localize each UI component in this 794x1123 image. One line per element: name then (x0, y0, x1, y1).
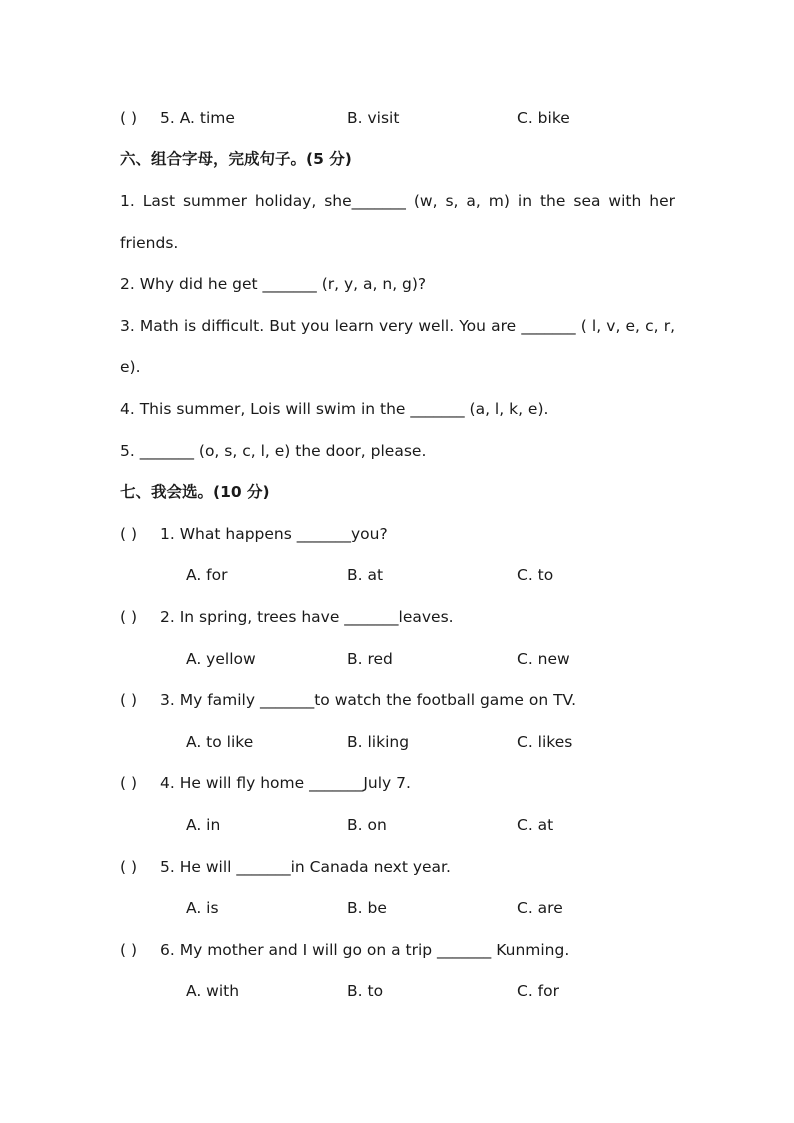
option-b: B. red (347, 650, 393, 668)
sentence-3-line-1: 3. Math is difficult. But you learn very well. You are _______ ( l, v, e, c, r, (120, 317, 675, 335)
option-c: C. new (517, 650, 570, 668)
answer-bracket: ( ) (120, 525, 138, 543)
sentence-1-line-2: friends. (120, 234, 179, 252)
option-b: B. on (347, 816, 387, 834)
answer-bracket: ( ) (120, 774, 138, 792)
sentence-3-line-2: e). (120, 358, 141, 376)
option-a: A. for (186, 566, 228, 584)
option-c: C. likes (517, 733, 573, 751)
sentence-2: 2. Why did he get _______ (r, y, a, n, g)? (120, 275, 427, 293)
option-c: C. bike (517, 109, 570, 127)
option-b: B. visit (347, 109, 400, 127)
question-stem: 3. My family _______to watch the football game on TV. (160, 691, 577, 709)
option-a: A. is (186, 899, 219, 917)
answer-bracket: ( ) (120, 109, 138, 127)
option-a: A. yellow (186, 650, 256, 668)
sentence-4: 4. This summer, Lois will swim in the _______ (a, l, k, e). (120, 400, 549, 418)
question-stem: 6. My mother and I will go on a trip _______ Kunming. (160, 941, 570, 959)
section-heading: 六、组合字母，完成句子。(5 分) (120, 150, 352, 168)
question-stem: 2. In spring, trees have _______leaves. (160, 608, 454, 626)
question-stem: 5. A. time (160, 109, 235, 127)
option-b: B. at (347, 566, 384, 584)
question-stem: 5. He will _______in Canada next year. (160, 858, 451, 876)
option-c: C. at (517, 816, 554, 834)
question-stem: 4. He will fly home _______July 7. (160, 774, 411, 792)
option-c: C. for (517, 982, 559, 1000)
option-c: C. to (517, 566, 554, 584)
option-b: B. to (347, 982, 384, 1000)
question-stem: 1. What happens _______you? (160, 525, 388, 543)
section-heading: 七、我会选。(10 分) (120, 483, 270, 501)
answer-bracket: ( ) (120, 858, 138, 876)
option-a: A. with (186, 982, 240, 1000)
answer-bracket: ( ) (120, 941, 138, 959)
option-c: C. are (517, 899, 563, 917)
option-a: A. in (186, 816, 221, 834)
answer-bracket: ( ) (120, 691, 138, 709)
answer-bracket: ( ) (120, 608, 138, 626)
option-b: B. liking (347, 733, 410, 751)
option-b: B. be (347, 899, 387, 917)
sentence-5: 5. _______ (o, s, c, l, e) the door, please. (120, 442, 427, 460)
option-a: A. to like (186, 733, 254, 751)
sentence-1-line-1: 1. Last summer holiday, she_______ (w, s, a, m) in the sea with her (120, 192, 675, 210)
